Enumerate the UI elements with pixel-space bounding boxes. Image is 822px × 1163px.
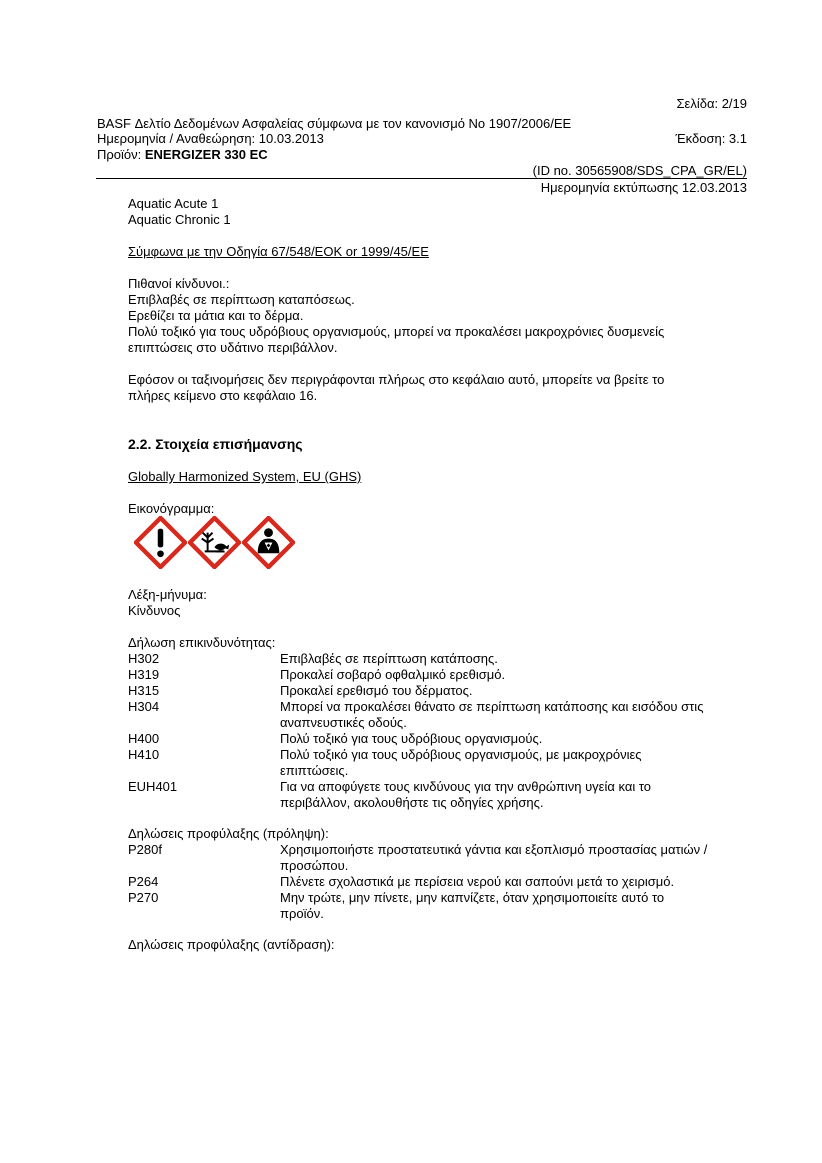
risks-title: Πιθανοί κίνδυνοι.: <box>128 276 230 291</box>
hazard-code: H319 <box>128 667 160 682</box>
hazard-text: Προκαλεί σοβαρό οφθαλμικό ερεθισμό. <box>280 667 506 682</box>
response-title: Δηλώσεις προφύλαξης (αντίδραση): <box>128 937 335 952</box>
hazard-code: H410 <box>128 747 160 762</box>
precaution-text: Χρησιμοποιήστε προστατευτικά γάντια και εξοπλισμό προστασίας ματιών / προσώπου. <box>280 842 708 873</box>
hazard-text: Επιβλαβές σε περίπτωση κατάποσης. <box>280 651 498 666</box>
hazard-text: Προκαλεί ερεθισμό του δέρματος. <box>280 683 473 698</box>
header-product <box>97 147 268 163</box>
precaution-code: P264 <box>128 874 159 889</box>
fulltext-note-line: Εφόσον οι ταξινομήσεις δεν περιγράφονται πλήρως στο κεφάλαιο αυτό, μπορείτε να βρείτε το <box>128 372 665 387</box>
precaution-code: P270 <box>128 890 159 905</box>
risk-line: Ερεθίζει τα μάτια και το δέρμα. <box>128 308 304 323</box>
health-hazard-pictogram <box>242 516 295 569</box>
class-aquatic-acute: Aquatic Acute 1 <box>128 196 219 211</box>
hazard-text: Μπορεί να προκαλέσει θάνατο σε περίπτωση κατάποσης και εισόδου στις αναπνευστικές οδούς. <box>280 699 704 730</box>
hazard-code: H304 <box>128 699 160 714</box>
hazard-text: Πολύ τοξικό για τους υδρόβιους οργανισμούς. <box>280 731 543 746</box>
exclamation-mark-pictogram <box>134 516 187 569</box>
precaution-text: Μην τρώτε, μην πίνετε, μην καπνίζετε, όταν χρησιμοποιείτε αυτό το προϊόν. <box>280 890 665 921</box>
directive-heading: Σύμφωνα με την Οδηγία 67/548/ΕΟΚ or 1999/45/ΕΕ <box>128 244 429 259</box>
hazard-code: EUH401 <box>128 779 178 794</box>
hazard-code: H315 <box>128 683 160 698</box>
page-number: Σελίδα: 2/19 <box>676 96 747 111</box>
header-version: Έκδοση: 3.1 <box>675 131 747 146</box>
fulltext-note-line: πλήρες κείμενο στο κεφάλαιο 16. <box>128 388 318 403</box>
environment-pictogram <box>188 516 241 569</box>
signal-word-label: Λέξη-μήνυμα: <box>128 587 207 602</box>
product-label: Προϊόν: <box>97 147 145 162</box>
hazard-text: Για να αποφύγετε τους κινδύνους για την ανθρώπινη υγεία και το περιβάλλον, ακολουθήστε τις οδηγίες χρήσης. <box>280 779 652 810</box>
hazard-text: Πολύ τοξικό για τους υδρόβιους οργανισμούς, με μακροχρόνιες επιπτώσεις. <box>280 747 642 778</box>
section-title: 2.2. Στοιχεία επισήμανσης <box>128 436 303 452</box>
class-aquatic-chronic: Aquatic Chronic 1 <box>128 212 231 227</box>
risk-line: επιπτώσεις στο υδάτινο περιβάλλον. <box>128 340 338 355</box>
header-document-title: BASF Δελτίο Δεδομένων Ασφαλείας σύμφωνα με τον κανονισμό Νο 1907/2006/ΕΕ <box>97 116 572 131</box>
ghs-heading: Globally Harmonized System, EU (GHS) <box>128 469 362 484</box>
hazard-code: H400 <box>128 731 160 746</box>
precaution-code: P280f <box>128 842 162 857</box>
signal-word: Κίνδυνος <box>128 603 181 618</box>
precaution-text: Πλένετε σχολαστικά με περίσεια νερού και σαπούνι μετά το χειρισμό. <box>280 874 675 889</box>
header-date-revision: Ημερομηνία / Αναθεώρηση: 10.03.2013 <box>97 131 324 146</box>
product-name: ENERGIZER 330 EC <box>144 147 268 162</box>
risk-line: Επιβλαβές σε περίπτωση καταπόσεως. <box>128 292 355 307</box>
hazard-statements-title: Δήλωση επικινδυνότητας: <box>128 635 276 650</box>
hazard-code: H302 <box>128 651 160 666</box>
prevention-title: Δηλώσεις προφύλαξης (πρόληψη): <box>128 826 329 841</box>
risk-line: Πολύ τοξικό για τους υδρόβιους οργανισμούς, μπορεί να προκαλέσει μακροχρόνιες δυσμενείς <box>128 324 665 339</box>
header-id: (ID no. 30565908/SDS_CPA_GR/EL) <box>532 163 747 178</box>
header-print-date: Ημερομηνία εκτύπωσης 12.03.2013 <box>540 180 747 195</box>
pictogram-label: Εικονόγραμμα: <box>128 501 215 516</box>
